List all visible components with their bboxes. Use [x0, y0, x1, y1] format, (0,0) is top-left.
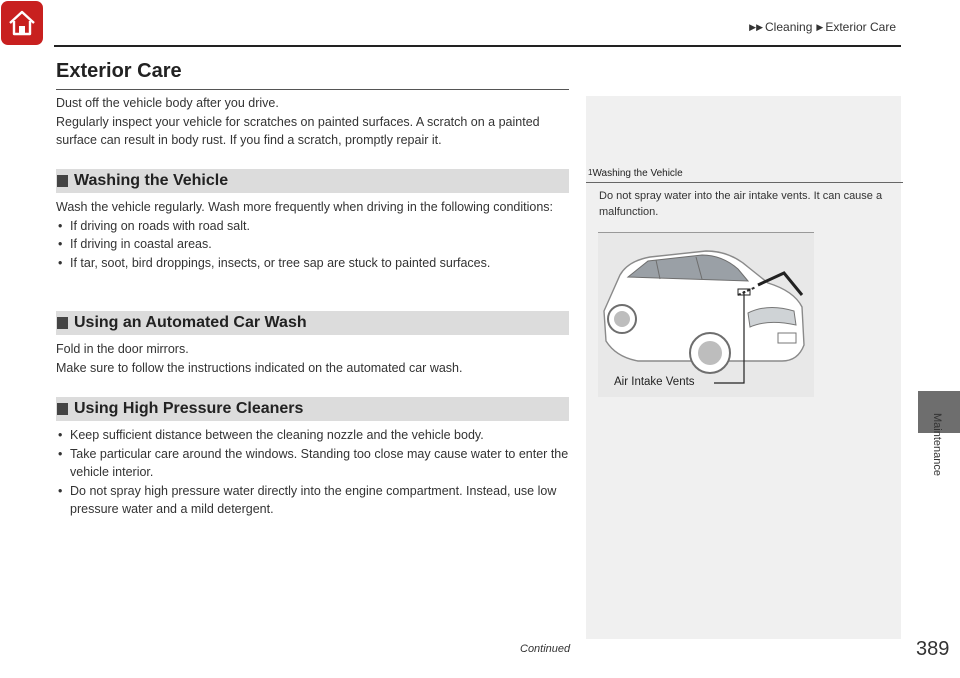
square-bullet-icon	[57, 403, 68, 415]
section-heading-pressure	[56, 397, 569, 421]
automated-line: Make sure to follow the instructions indicated on the automated car wash.	[56, 360, 463, 375]
intro-line: Regularly inspect your vehicle for scratches on painted surfaces. A scratch on a painted surface can result in body rust. If you find a scratch, promptly repair it.	[56, 114, 540, 147]
square-bullet-icon	[57, 317, 68, 329]
continued-label: Continued	[520, 643, 571, 655]
list-item: • Take particular care around the windows. Standing too close may cause water to enter the vehicle interior.	[56, 445, 571, 482]
page-title: Exterior Care	[56, 60, 182, 82]
page-number: 389	[916, 638, 950, 660]
sidebar-note-heading	[586, 168, 903, 183]
breadcrumb	[749, 20, 900, 34]
header-rule	[54, 45, 901, 47]
title-rule	[56, 89, 569, 90]
intro-text	[56, 94, 571, 150]
list-item: • If driving in coastal areas.	[56, 235, 571, 254]
square-bullet-icon	[57, 175, 68, 187]
pressure-section-body	[56, 426, 571, 519]
intro-line: Dust off the vehicle body after you drive.	[56, 96, 279, 110]
list-item: • If tar, soot, bird droppings, insects, or tree sap are stuck to painted surfaces.	[56, 254, 571, 273]
list-item: • If driving on roads with road salt.	[56, 217, 571, 236]
section-heading-label: Using an Automated Car Wash	[74, 314, 307, 331]
chapter-tab-label: Maintenance	[931, 413, 943, 476]
list-item: • Do not spray high pressure water directly into the engine compartment. Instead, use low pressure water and a mild detergent.	[56, 482, 571, 519]
car-illustration	[598, 233, 814, 397]
pressure-bullets	[56, 426, 571, 519]
automated-line: Fold in the door mirrors.	[56, 342, 189, 356]
section-heading-automated	[56, 311, 569, 335]
breadcrumb-item-exterior-care[interactable]: Exterior Care	[825, 20, 896, 34]
note-number: 1	[588, 168, 593, 177]
section-heading-washing	[56, 169, 569, 193]
washing-section-body	[56, 198, 571, 272]
section-heading-label: Using High Pressure Cleaners	[74, 400, 304, 417]
vehicle-illustration	[598, 232, 814, 397]
section-heading-label: Washing the Vehicle	[74, 172, 229, 189]
breadcrumb-item-cleaning[interactable]: Cleaning	[765, 20, 813, 34]
automated-section-body	[56, 340, 571, 377]
washing-bullets	[56, 217, 571, 273]
list-item: • Keep sufficient distance between the cleaning nozzle and the vehicle body.	[56, 426, 571, 445]
note-title: Washing the Vehicle	[592, 168, 683, 179]
home-icon	[6, 7, 38, 39]
figure-callout-label: Air Intake Vents	[614, 376, 695, 388]
washing-text: Wash the vehicle regularly. Wash more frequently when driving in the following conditions:	[56, 200, 554, 214]
breadcrumb-arrow-icon: ▶▶	[749, 21, 764, 32]
breadcrumb-arrow-icon: ▶	[816, 21, 824, 32]
sidebar-note-text: Do not spray water into the air intake vents. It can cause a malfunction.	[599, 190, 883, 218]
home-button[interactable]	[1, 1, 43, 45]
